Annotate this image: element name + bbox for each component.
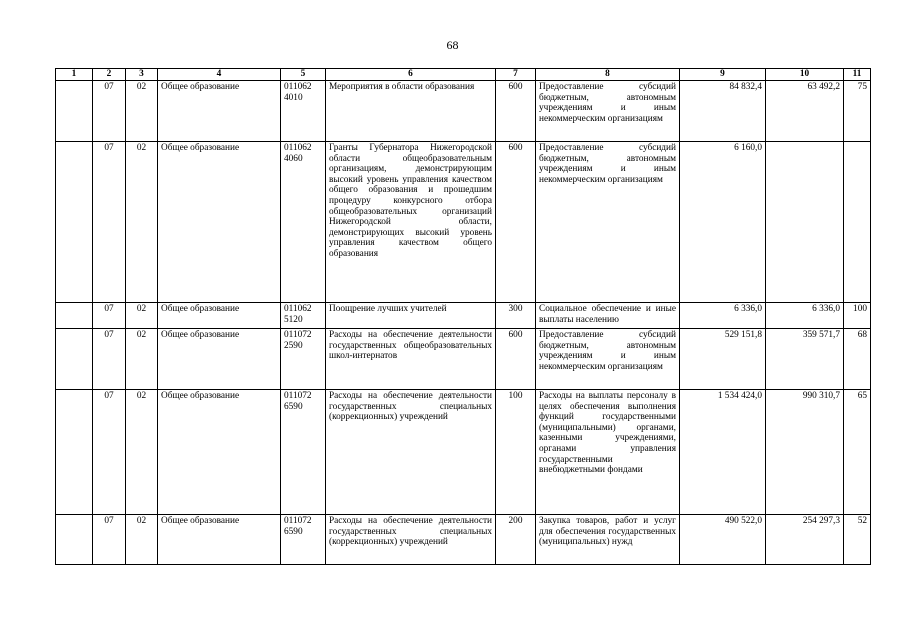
cell-target-name: Расходы на обеспечение деятельности государственных специальных (коррекционных) учреждений <box>326 390 496 515</box>
cell-target-code: 011072 6590 <box>281 390 326 515</box>
cell-target-code: 011062 4060 <box>281 142 326 303</box>
cell-expense-name: Предоставление субсидий бюджетным, автономным учреждениям и иным некоммерческим организациям <box>536 329 680 390</box>
cell-target-code: 011072 2590 <box>281 329 326 390</box>
table-row <box>56 142 871 303</box>
cell-plan: 529 151,8 <box>680 329 766 390</box>
table-row <box>56 81 871 142</box>
cell-section-name: Общее образование <box>158 329 281 390</box>
cell-expense-code: 300 <box>496 303 536 329</box>
cell-subsection: 02 <box>126 390 158 515</box>
cell-plan: 84 832,4 <box>680 81 766 142</box>
header-cell: 2 <box>93 69 126 81</box>
cell-plan: 1 534 424,0 <box>680 390 766 515</box>
cell-expense-code: 600 <box>496 142 536 303</box>
table-row <box>56 515 871 565</box>
cell-percent: 52 <box>844 515 871 565</box>
cell-section-name: Общее образование <box>158 303 281 329</box>
cell-target-name: Поощрение лучших учителей <box>326 303 496 329</box>
cell-percent: 100 <box>844 303 871 329</box>
cell-col1 <box>56 81 93 142</box>
cell-plan: 6 160,0 <box>680 142 766 303</box>
cell-section: 07 <box>93 142 126 303</box>
header-cell: 10 <box>766 69 844 81</box>
cell-section: 07 <box>93 515 126 565</box>
cell-col1 <box>56 303 93 329</box>
header-row <box>56 69 871 81</box>
cell-col1 <box>56 390 93 515</box>
table-row <box>56 303 871 329</box>
cell-section: 07 <box>93 329 126 390</box>
cell-plan: 490 522,0 <box>680 515 766 565</box>
header-cell: 1 <box>56 69 93 81</box>
table-row <box>56 390 871 515</box>
cell-col1 <box>56 515 93 565</box>
header-cell: 3 <box>126 69 158 81</box>
cell-target-name: Расходы на обеспечение деятельности государственных общеобразовательных школ-интернатов <box>326 329 496 390</box>
cell-section-name: Общее образование <box>158 390 281 515</box>
cell-percent: 65 <box>844 390 871 515</box>
cell-section-name: Общее образование <box>158 81 281 142</box>
cell-subsection: 02 <box>126 303 158 329</box>
cell-section-name: Общее образование <box>158 142 281 303</box>
cell-expense-name: Социальное обеспечение и иные выплаты населению <box>536 303 680 329</box>
cell-plan: 6 336,0 <box>680 303 766 329</box>
cell-expense-code: 600 <box>496 329 536 390</box>
header-cell: 9 <box>680 69 766 81</box>
cell-expense-name: Расходы на выплаты персоналу в целях обеспечения выполнения функций государственными (муниципальными) органами, казенными учреждениями, органами управления государственными внебюджетными фондами <box>536 390 680 515</box>
cell-target-code: 011072 6590 <box>281 515 326 565</box>
cell-section: 07 <box>93 303 126 329</box>
cell-actual: 990 310,7 <box>766 390 844 515</box>
cell-section: 07 <box>93 390 126 515</box>
cell-percent: 75 <box>844 81 871 142</box>
header-cell: 4 <box>158 69 281 81</box>
cell-percent <box>844 142 871 303</box>
cell-expense-name: Предоставление субсидий бюджетным, автономным учреждениям и иным некоммерческим организациям <box>536 142 680 303</box>
cell-expense-code: 100 <box>496 390 536 515</box>
cell-actual <box>766 142 844 303</box>
cell-expense-name: Предоставление субсидий бюджетным, автономным учреждениям и иным некоммерческим организациям <box>536 81 680 142</box>
cell-target-name: Мероприятия в области образования <box>326 81 496 142</box>
cell-expense-code: 200 <box>496 515 536 565</box>
budget-table <box>55 68 871 565</box>
cell-section: 07 <box>93 81 126 142</box>
header-cell: 11 <box>844 69 871 81</box>
cell-col1 <box>56 142 93 303</box>
cell-subsection: 02 <box>126 81 158 142</box>
cell-target-code: 011062 5120 <box>281 303 326 329</box>
cell-target-code: 011062 4010 <box>281 81 326 142</box>
cell-actual: 63 492,2 <box>766 81 844 142</box>
cell-actual: 6 336,0 <box>766 303 844 329</box>
cell-subsection: 02 <box>126 142 158 303</box>
cell-target-name: Расходы на обеспечение деятельности государственных специальных (коррекционных) учреждений <box>326 515 496 565</box>
header-cell: 8 <box>536 69 680 81</box>
header-cell: 7 <box>496 69 536 81</box>
header-cell: 6 <box>326 69 496 81</box>
cell-section-name: Общее образование <box>158 515 281 565</box>
cell-actual: 254 297,3 <box>766 515 844 565</box>
cell-percent: 68 <box>844 329 871 390</box>
cell-subsection: 02 <box>126 515 158 565</box>
cell-target-name: Гранты Губернатора Нижегородской области общеобразовательным организациям, демонстрирующим высокий уровень управления качеством общего образования и прошедшим процедуру конкурсного отбора общеобразовательных организаций Нижегородской области, демонстрирующих высокий уровень управления качеством общего образования <box>326 142 496 303</box>
table-row <box>56 329 871 390</box>
cell-expense-code: 600 <box>496 81 536 142</box>
cell-subsection: 02 <box>126 329 158 390</box>
page-number: 68 <box>446 38 459 52</box>
cell-expense-name: Закупка товаров, работ и услуг для обеспечения государственных (муниципальных) нужд <box>536 515 680 565</box>
cell-actual: 359 571,7 <box>766 329 844 390</box>
cell-col1 <box>56 329 93 390</box>
header-cell: 5 <box>281 69 326 81</box>
